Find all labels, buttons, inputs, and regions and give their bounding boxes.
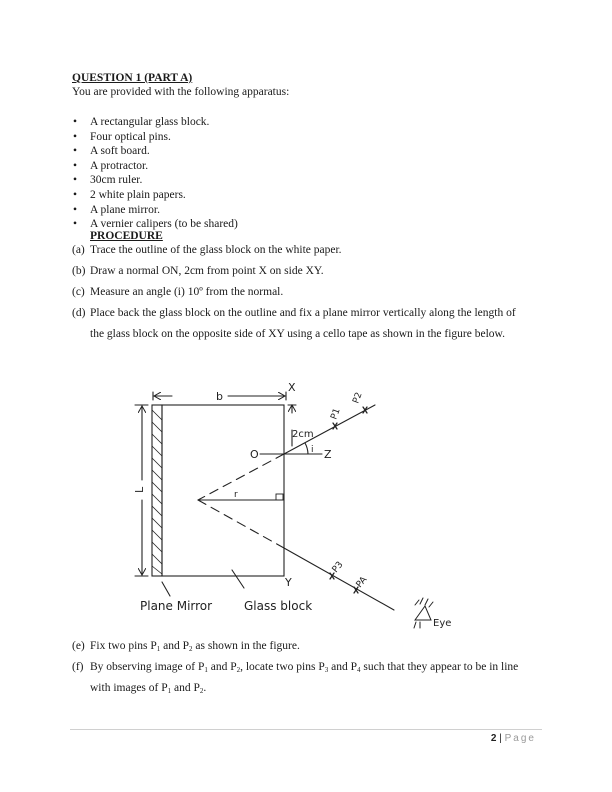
step-d: [72, 307, 516, 340]
experiment-figure: [110, 360, 490, 640]
label-P2: P2: [351, 391, 365, 406]
procedure-heading: PROCEDURE: [90, 230, 163, 242]
step-text: Fix two pins $P_1$ and $P_2$ as shown in the figure.: [90, 640, 300, 653]
step-text: By observing image of $P_1$ and $P_2$, locate two pins $P_3$ and $P_4$ such that they appear to be in line: [90, 661, 519, 674]
label-X: X: [288, 381, 296, 394]
footer-divider: [70, 729, 542, 730]
step-e: [72, 640, 300, 653]
apparatus-list: [72, 115, 238, 232]
label-b: b: [216, 390, 223, 403]
bullet-icon: •: [73, 159, 78, 172]
list-item: • A plane mirror.: [73, 203, 160, 216]
step-label: (e): [72, 640, 85, 652]
page-number: 2: [490, 733, 497, 744]
list-item: • 30cm ruler.: [73, 174, 143, 187]
list-item: • A rectangular glass block.: [73, 116, 210, 128]
label-i: i: [311, 445, 314, 455]
label-Z: Z: [324, 448, 332, 461]
step-text: Place back the glass block on the outline and fix a plane mirror vertically along the length of: [90, 307, 516, 319]
glass-block-outline: [162, 405, 284, 576]
bullet-icon: •: [73, 145, 78, 158]
label-glass-block: Glass block: [244, 599, 313, 613]
mirror-hatching: [152, 410, 162, 574]
list-item: • Four optical pins.: [73, 130, 171, 143]
label-r: r: [234, 490, 238, 500]
step-label: (a): [72, 244, 85, 256]
label-P1: P1: [329, 407, 343, 422]
step-text: Measure an angle (i) 10º from the normal.: [90, 286, 284, 298]
step-text-continued: with images of $P_1$ and $P_2$.: [90, 682, 207, 695]
label-L: L: [133, 486, 146, 493]
step-label: (c): [72, 286, 85, 298]
page-label: Page: [504, 733, 536, 744]
label-plane-mirror: Plane Mirror: [140, 599, 213, 613]
page-footer: [491, 733, 536, 744]
bullet-icon: •: [73, 218, 78, 231]
bullet-icon: •: [73, 130, 78, 143]
label-P4: PA: [354, 575, 370, 590]
label-P3: P3: [330, 559, 346, 575]
eye-icon: [414, 598, 433, 628]
bullet-icon: •: [73, 203, 78, 216]
step-text-continued: the glass block on the opposite side of XY using a cello tape as shown in the figure below.: [90, 328, 505, 340]
step-label: (b): [72, 265, 86, 277]
bullet-icon: •: [73, 116, 78, 128]
question-title: QUESTION 1 (PART A): [72, 72, 193, 84]
step-a: [72, 244, 342, 256]
step-text: Trace the outline of the glass block on the white paper.: [90, 244, 342, 256]
list-item: • A protractor.: [73, 159, 149, 172]
intro-text: You are provided with the following apparatus:: [72, 86, 290, 98]
footer-separator: |: [499, 733, 502, 744]
label-eye: Eye: [433, 618, 452, 629]
list-item: • 2 white plain papers.: [73, 188, 186, 201]
bullet-icon: •: [73, 174, 78, 187]
step-f: [72, 661, 519, 695]
step-b: [72, 265, 324, 277]
step-label: (d): [72, 307, 86, 319]
bullet-icon: •: [73, 188, 78, 201]
label-Y: Y: [285, 576, 292, 589]
list-item: • A vernier calipers (to be shared): [73, 218, 238, 231]
list-item: • A soft board.: [73, 145, 150, 158]
label-O: O: [250, 448, 259, 461]
step-text: Draw a normal ON, 2cm from point X on side XY.: [90, 265, 324, 277]
label-2cm: 2cm: [292, 429, 314, 440]
step-label: (f): [72, 661, 84, 673]
step-c: [72, 286, 283, 298]
